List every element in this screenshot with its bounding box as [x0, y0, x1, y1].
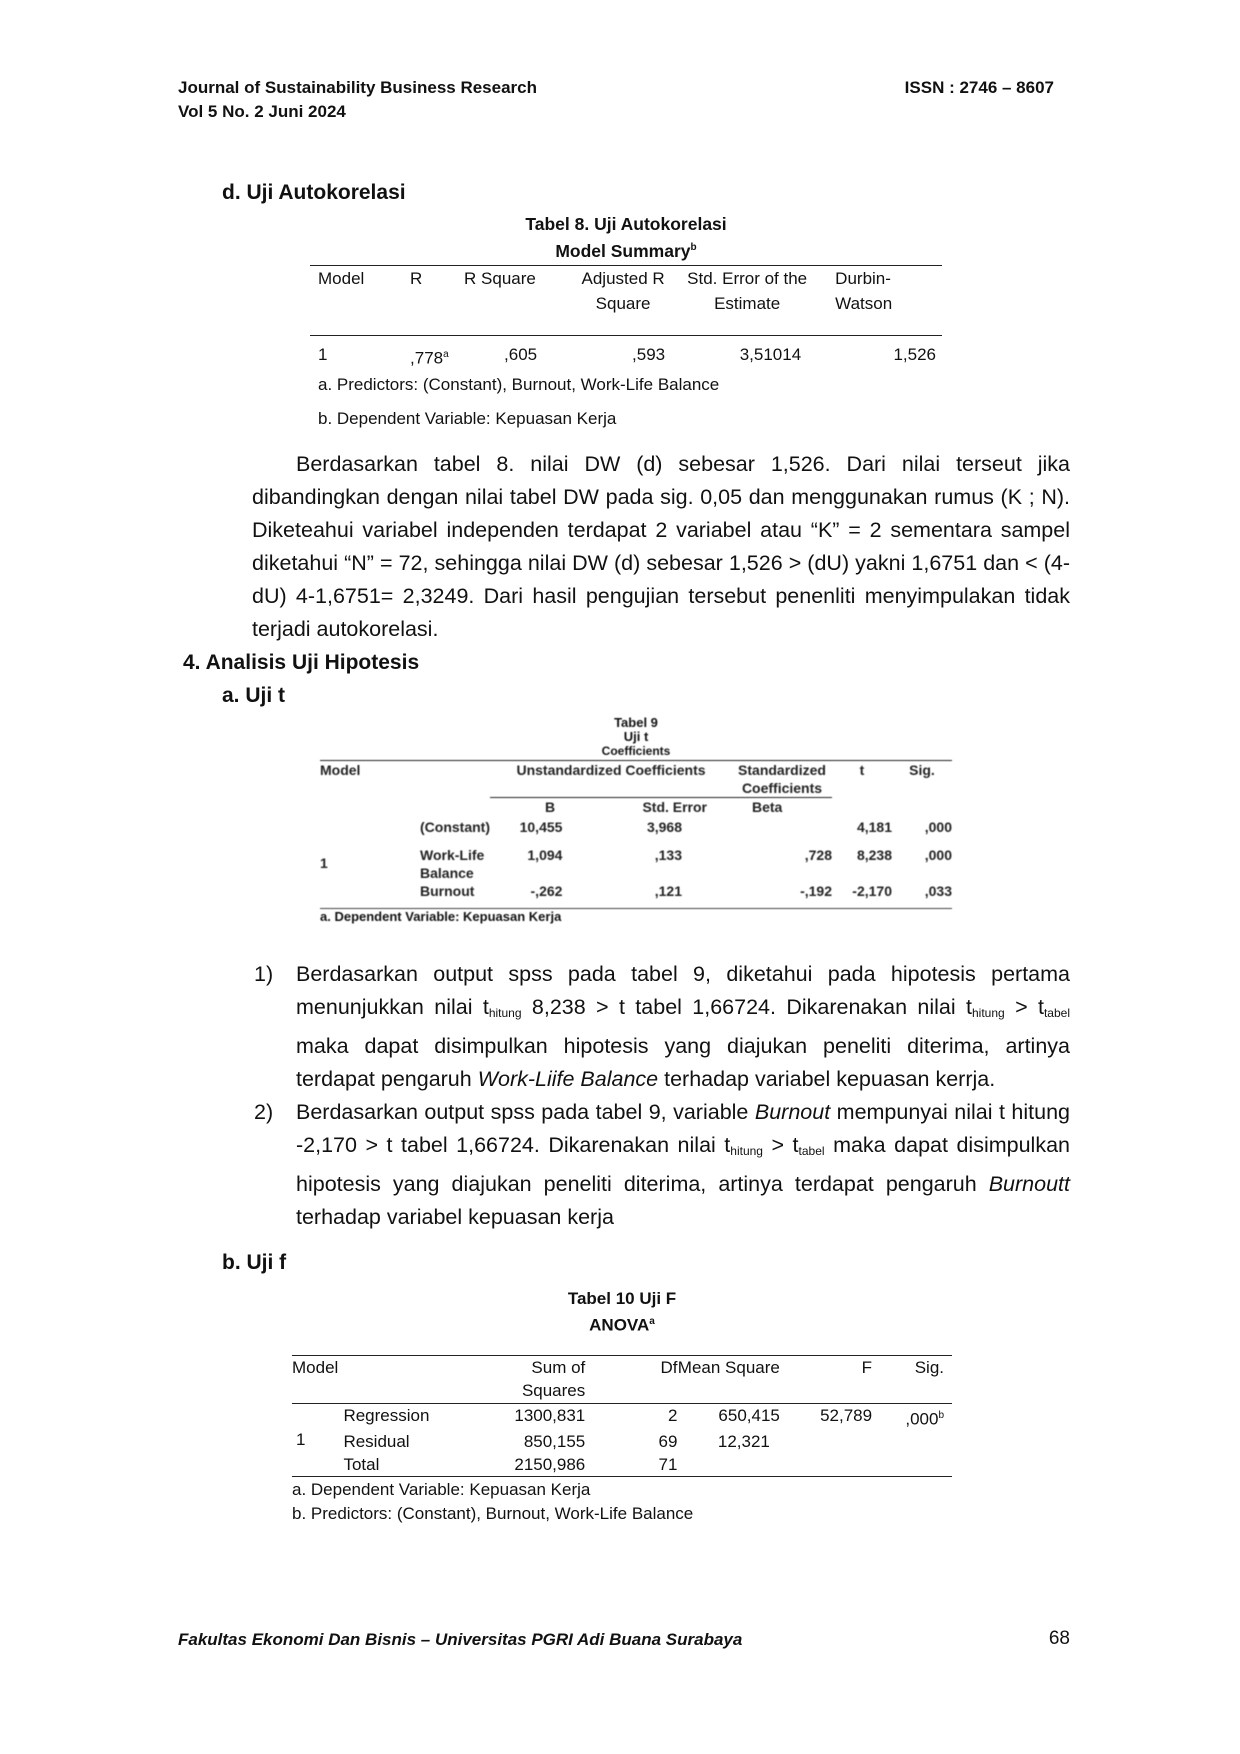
table9-h-unstd: Unstandardized Coefficients	[516, 762, 706, 778]
table8-block	[310, 212, 942, 431]
table9-h-sig: Sig.	[909, 762, 935, 778]
table10-sig: ,000$^b$	[905, 1409, 944, 1429]
table8-h-model: Model	[318, 268, 365, 288]
section-d-heading: d. Uji Autokorelasi	[222, 181, 406, 204]
uji-t-heading: a. Uji t	[222, 684, 286, 707]
table9-h-t: t	[859, 762, 865, 778]
uji-f-heading: b. Uji f	[222, 1251, 287, 1274]
section-4-heading: 4. Analisis Uji Hipotesis	[183, 651, 420, 674]
table10-header-row	[292, 1355, 952, 1403]
table10-h-df: Df	[660, 1357, 678, 1377]
table9-h-std: Standardized Coefficients	[738, 762, 826, 796]
table8-stderr: 3,51014	[739, 344, 802, 364]
table10-ms: 650,415	[718, 1405, 780, 1425]
table10-f	[780, 1453, 872, 1477]
hypothesis-list	[254, 958, 1071, 1234]
table9-b: 1,094	[527, 846, 563, 863]
table-row	[320, 818, 952, 846]
table8-dw: 1,526	[893, 344, 936, 364]
footer-faculty: Fakultas Ekonomi Dan Bisnis – Universitas PGRI Adi Buana Surabaya	[178, 1630, 743, 1649]
table10-ss: 850,155	[523, 1432, 586, 1452]
table10-df: 69	[658, 1432, 678, 1452]
table9-b: 10,455	[519, 818, 563, 835]
table10-h-ss: Sum of Squares	[521, 1357, 586, 1400]
table10	[292, 1355, 952, 1478]
table10-note-a: a. Dependent Variable: Kepuasan Kerja	[292, 1480, 591, 1500]
table8-caption: Tabel 8. Uji Autokorelasi	[525, 214, 727, 234]
table9-caption2: Uji t	[623, 729, 649, 744]
table9-se: ,133	[654, 846, 682, 863]
issn: ISSN : 2746 – 8607	[904, 78, 1054, 97]
table8-h-rsquare: R Square	[464, 268, 536, 288]
table10-sig	[872, 1430, 952, 1453]
table8-r: ,778$^a$	[410, 348, 449, 368]
table10-f: 52,789	[820, 1405, 873, 1425]
table9-sig: ,033	[924, 882, 952, 899]
table9-row-name: Burnout	[420, 882, 475, 899]
table9-beta: ,728	[804, 846, 832, 863]
table10-row-name: Regression	[343, 1405, 430, 1425]
table10-block	[292, 1287, 952, 1526]
table9-header-row2	[320, 798, 952, 818]
journal-header	[178, 76, 537, 124]
table9-model-no: 1	[320, 854, 328, 871]
table10-model-no: 1	[296, 1430, 306, 1450]
table10-note-b: b. Predictors: (Constant), Burnout, Work-Life Balance	[292, 1504, 694, 1524]
table8	[310, 265, 942, 372]
table10-h-f: F	[861, 1357, 873, 1377]
list-marker: 2)	[254, 1100, 274, 1124]
table8-note-b: b. Dependent Variable: Kepuasan Kerja	[318, 409, 617, 429]
table10-row-name: Total	[343, 1455, 380, 1475]
table10-df: 71	[658, 1455, 678, 1475]
table9-h-model: Model	[320, 762, 361, 778]
table8-rsquare: ,605	[504, 344, 538, 364]
table9-t: -2,170	[852, 882, 892, 899]
table-row	[320, 882, 952, 908]
table9-note: a. Dependent Variable: Kepuasan Kerja	[320, 908, 952, 925]
table10-ms	[677, 1453, 779, 1477]
table8-note-a: a. Predictors: (Constant), Burnout, Work-Life Balance	[318, 375, 720, 395]
table9-caption3: Coefficients	[601, 744, 671, 758]
table9-caption1: Tabel 9	[614, 715, 658, 730]
list-item: 1) Berdasarkan output spss pada tabel 9, diketahui pada hipotesis pertama menunjukkan nilai $t_{hitung}$ 8,238 > t tabel 1,66724. Dikarenakan nilai $t_{hitung} > t_{tabel}$ maka dapat disimpulkan hipotesis yang diajukan peneliti diterima, artinya terdapat pengaruh Work-Liife Balance terhadap variabel kepuasan kerrja.	[266, 958, 1070, 1096]
table8-h-stderr: Std. Error of the Estimate	[687, 268, 808, 313]
table10-ss: 1300,831	[514, 1405, 586, 1425]
table9-se: ,121	[654, 882, 682, 899]
list-marker: 1)	[254, 962, 274, 986]
table-row	[320, 846, 952, 882]
table9-beta	[732, 818, 832, 846]
journal-volume: Vol 5 No. 2 Juni 2024	[178, 102, 346, 121]
table9-block	[320, 716, 952, 925]
table9-beta: -,192	[800, 882, 832, 899]
table9-header-row1	[320, 761, 952, 798]
table-row	[310, 335, 942, 371]
table-row	[292, 1403, 952, 1430]
table9-sig: ,000	[924, 818, 952, 835]
table9-h-se: Std. Error	[622, 798, 732, 818]
table8-subcaption: Model Summary$^b$	[555, 240, 697, 261]
table9-sig: ,000	[924, 846, 952, 863]
table8-h-dw: Durbin-Watson	[835, 268, 893, 313]
table8-header-row	[310, 265, 942, 335]
list-item: 2) Berdasarkan output spss pada tabel 9, variable Burnout mempunyai nilai t hitung -2,170 > t tabel 1,66724. Dikarenakan nilai $t_{hitung} > t_{tabel}$ maka dapat disimpulkan hipotesis yang diajukan peneliti diterima, artinya terdapat pengaruh Burnoutt terhadap variabel kepuasan kerja	[266, 1096, 1070, 1234]
page-number: 68	[1048, 1628, 1070, 1649]
section-d-paragraph: Berdasarkan tabel 8. nilai DW (d) sebesar 1,526. Dari nilai terseut jika dibandingkan dengan nilai tabel DW pada sig. 0,05 dan menggunakan rumus (K ; N). Diketeahui variabel independen terdapat 2 variabel atau “K” = 2 sementara sampel diketahui “N” = 72, sehingga nilai DW (d) sebesar 1,526 > (dU) yakni 1,6751 dan < (4-dU) 4-1,6751= 2,3249. Dari hasil pengujian tersebut penenliti menyimpulakan tidak terjadi autokorelasi.	[252, 452, 1070, 641]
table9	[320, 760, 952, 908]
table9-h-beta: Beta	[732, 798, 832, 818]
table10-df: 2	[667, 1405, 678, 1425]
table9-se: 3,968	[646, 818, 682, 835]
table10-h-ms: Mean Square	[677, 1357, 780, 1377]
journal-title: Journal of Sustainability Business Research	[178, 78, 538, 97]
table9-t: 8,238	[856, 846, 892, 863]
table8-adjr: ,593	[632, 344, 666, 364]
table10-h-model: Model	[292, 1357, 339, 1377]
table9-h-b: B	[490, 798, 622, 818]
table8-h-r: R	[410, 268, 423, 288]
table10-f	[780, 1430, 872, 1453]
table10-ms: 12,321	[717, 1432, 770, 1452]
table-row	[292, 1453, 952, 1477]
table10-sig	[872, 1453, 952, 1477]
table10-ss: 2150,986	[514, 1455, 586, 1475]
table10-subcaption: ANOVA$^a$	[589, 1315, 655, 1335]
table-row	[292, 1430, 952, 1453]
table8-model: 1	[318, 344, 328, 364]
table9-row-name: (Constant)	[420, 818, 490, 835]
table9-row-name: Work-Life Balance	[420, 846, 485, 881]
table10-caption: Tabel 10 Uji F	[567, 1289, 677, 1308]
table10-h-sig: Sig.	[914, 1357, 944, 1377]
table9-t: 4,181	[856, 818, 892, 835]
table9-b: -,262	[530, 882, 563, 899]
table10-row-name: Residual	[343, 1432, 410, 1452]
table8-h-adjr: Adjusted R Square	[581, 268, 665, 313]
